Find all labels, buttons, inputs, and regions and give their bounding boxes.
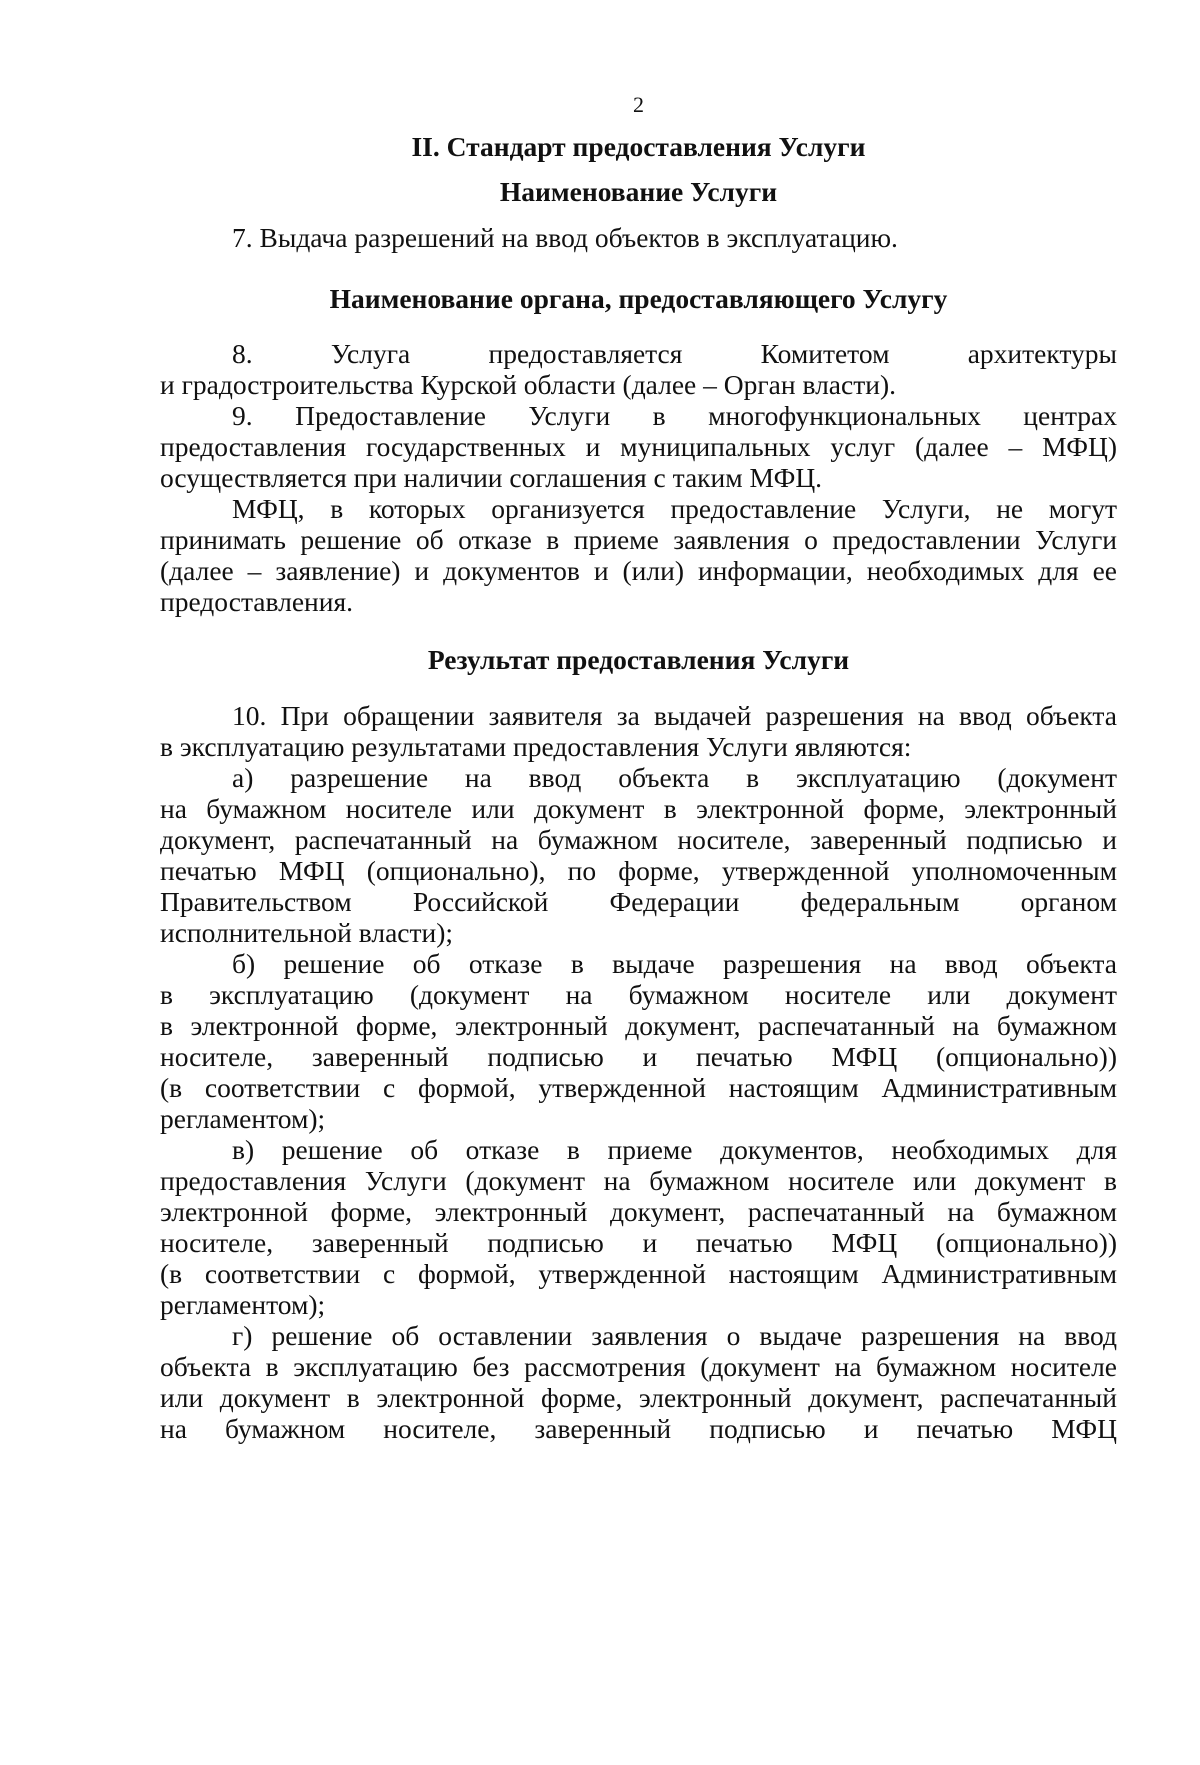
paragraph-line: регламентом); — [160, 1289, 326, 1320]
paragraph-line: печатью МФЦ (опционально), по форме, утвержденной уполномоченным — [160, 855, 1117, 886]
paragraph-line: осуществляется при наличии соглашения с таким МФЦ. — [160, 462, 823, 493]
paragraph-line: на бумажном носителе или документ в электронной форме, электронный — [160, 793, 1117, 824]
paragraph-line: (далее – заявление) и документов и (или) информации, необходимых для ее — [160, 555, 1117, 586]
authority-name-heading: Наименование органа, предоставляющего Услугу — [329, 283, 948, 314]
page-number: 2 — [633, 92, 644, 117]
paragraph-line: 8. Услуга предоставляется Комитетом архитектуры — [232, 338, 1117, 369]
paragraph-line: 10. При обращении заявителя за выдачей разрешения на ввод объекта — [232, 700, 1117, 731]
paragraph-line: предоставления Услуги (документ на бумажном носителе или документ в — [160, 1165, 1117, 1196]
paragraph-line: в) решение об отказе в приеме документов, необходимых для — [232, 1134, 1117, 1165]
paragraph-line: носителе, заверенный подписью и печатью МФЦ (опционально)) — [160, 1227, 1117, 1258]
paragraph-line: 7. Выдача разрешений на ввод объектов в эксплуатацию. — [232, 222, 898, 253]
paragraph-line: или документ в электронной форме, электронный документ, распечатанный — [160, 1382, 1117, 1413]
paragraph-line: в эксплуатацию (документ на бумажном носителе или документ — [160, 979, 1117, 1010]
paragraph-line: носителе, заверенный подписью и печатью МФЦ (опционально)) — [160, 1041, 1117, 1072]
paragraph-line: б) решение об отказе в выдаче разрешения на ввод объекта — [232, 948, 1117, 979]
paragraph-line: г) решение об оставлении заявления о выдаче разрешения на ввод — [232, 1320, 1117, 1351]
paragraph-line: принимать решение об отказе в приеме заявления о предоставлении Услуги — [160, 524, 1117, 555]
service-name-heading: Наименование Услуги — [499, 176, 778, 207]
paragraph-line: 9. Предоставление Услуги в многофункциональных центрах — [232, 400, 1117, 431]
paragraph-line: документ, распечатанный на бумажном носителе, заверенный подписью и — [160, 824, 1117, 855]
paragraph-line: и градостроительства Курской области (далее – Орган власти). — [160, 369, 896, 400]
paragraph-line: объекта в эксплуатацию без рассмотрения (документ на бумажном носителе — [160, 1351, 1117, 1382]
paragraph-line: (в соответствии с формой, утвержденной настоящим Административным — [160, 1072, 1117, 1103]
section-heading: II. Стандарт предоставления Услуги — [411, 131, 866, 162]
paragraph-line: предоставления государственных и муниципальных услуг (далее – МФЦ) — [160, 431, 1117, 462]
paragraph-line: Правительством Российской Федерации федеральным органом — [160, 886, 1117, 917]
paragraph-line: (в соответствии с формой, утвержденной настоящим Административным — [160, 1258, 1117, 1289]
paragraph-line: а) разрешение на ввод объекта в эксплуатацию (документ — [232, 762, 1117, 793]
paragraph-line: в электронной форме, электронный документ, распечатанный на бумажном — [160, 1010, 1117, 1041]
paragraph-line: электронной форме, электронный документ, распечатанный на бумажном — [160, 1196, 1117, 1227]
paragraph-line: регламентом); — [160, 1103, 326, 1134]
result-heading: Результат предоставления Услуги — [427, 644, 850, 675]
paragraph-line: на бумажном носителе, заверенный подписью и печатью МФЦ — [160, 1413, 1117, 1444]
paragraph-line: предоставления. — [160, 586, 354, 617]
paragraph-line: в эксплуатацию результатами предоставления Услуги являются: — [160, 731, 912, 762]
paragraph-line: исполнительной власти); — [160, 917, 454, 948]
paragraph-line: МФЦ, в которых организуется предоставление Услуги, не могут — [232, 493, 1117, 524]
